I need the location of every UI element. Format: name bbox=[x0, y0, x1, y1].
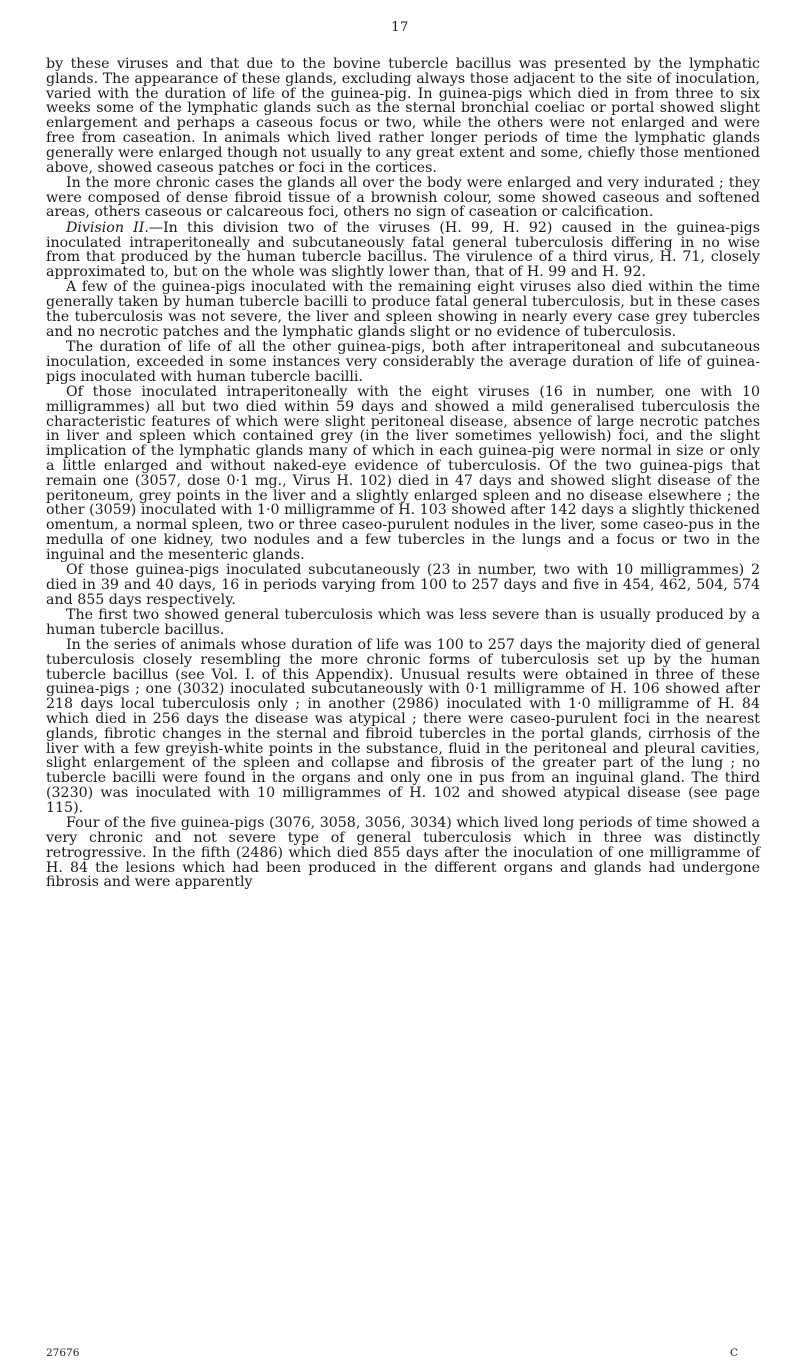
paragraph-series-100-257: In the series of animals whose duration of life was 100 to 257 days the majority died of general tuberculosis closely resembling the more chronic forms of tuberculosis set up by the human tubercle bacillus (see Vol. I. of this Appendix). Unusual results were obtained in three of these guinea-pigs ; one (3032) inoculated subcutaneously with 0·1 milligramme of H. 106 showed after 218 days local tuberculosis only ; in another (2986) inoculated with 1·0 milligramme of H. 84 which died in 256 days the disease was atypical ; there were caseo-purulent foci in the nearest glands, fibrotic changes in the sternal and fibroid tubercles in the portal glands, cirrhosis of the liver with a few greyish-white points in the substance, fluid in the peritoneal and pleural cavities, slight enlargement of the spleen and collapse and fibrosis of the greater part of the lung ; no tubercle bacilli were found in the organs and only one in pus from an inguinal gland. The third (3230) was inoculated with 10 milligrammes of H. 102 and showed atypical disease (see page 115). bbox=[46, 637, 760, 816]
division-heading: Division II. bbox=[66, 219, 149, 236]
paragraph-intraperitoneal: Of those inoculated intraperitoneally with the eight viruses (16 in number, one with 10 milligrammes) all but two died within 59 days and showed a mild generalised tuberculosis the characteristic features of which were slight peritoneal disease, absence of large necrotic patches in liver and spleen which contained grey (in the liver sometimes yellowish) foci, and the slight implication of the lymphatic glands many of which in each guinea-pig were normal in size or only a little enlarged and without naked-eye evidence of tuberculosis. Of the two guinea-pigs that remain one (3057, dose 0·1 mg., Virus H. 102) died in 47 days and showed slight disease of the peritoneum, grey points in the liver and a slightly enlarged spleen and no disease elsewhere ; the other (3059) inoculated with 1·0 milligramme of H. 103 showed after 142 days a slightly thickened omentum, a normal spleen, two or three caseo-purulent nodules in the liver, some caseo-pus in the medulla of one kidney, two nodules and a few tubercles in the lungs and a focus or two in the inguinal and the mesenteric glands. bbox=[46, 384, 760, 563]
page-footer bbox=[46, 1347, 738, 1359]
paragraph-duration-of-life: The duration of life of all the other guinea-pigs, both after intraperitoneal and subcutaneous inoculation, exceeded in some instances very considerably the average duration of life of guinea-pigs inoculated with human tubercle bacilli. bbox=[46, 339, 760, 385]
paragraph-glands-appearance: by these viruses and that due to the bovine tubercle bacillus was presented by the lymphatic glands. The appearance of these glands, excluding always those adjacent to the site of inoculation, varied with the duration of life of the guinea-pig. In guinea-pigs which died in from three to six weeks some of the lymphatic glands such as the sternal bronchial coeliac or portal showed slight enlargement and perhaps a caseous focus or two, while the others were not enlarged and were free from caseation. In animals which lived rather longer periods of time the lymphatic glands generally were enlarged though not usually to any great extent and some, chiefly those mentioned above, showed caseous patches or foci in the cortices. bbox=[46, 56, 760, 176]
footer-signature-letter: C bbox=[729, 1347, 738, 1359]
paragraph-chronic-cases: In the more chronic cases the glands all over the body were enlarged and very indurated ; they were composed of dense fibroid tissue of a brownish colour, some showed caseous and softened areas, others caseous or calcareous foci, others no sign of caseation or calcification. bbox=[46, 174, 760, 221]
paragraph-long-lived: Four of the five guinea-pigs (3076, 3058, 3056, 3034) which lived long periods of time showed a very chronic and not severe type of general tuberculosis which in three was distinctly retrogressive. In the fifth (2486) which died 855 days after the inoculation of one milligramme of H. 84 the lesions which had been produced in the different organs and glands had undergone fibrosis and were apparently bbox=[46, 815, 760, 891]
paragraph-division-ii bbox=[46, 221, 760, 280]
division-ii-text: —In this division two of the viruses (H. 99, H. 92) caused in the guinea-pigs inoculated intraperitoneally and subcutaneously fatal general tuberculosis differing in no wise from that produced by the human tubercle bacillus. The virulence of a third virus, H. 71, closely approximated to, but on the whole was slightly lower than, that of H. 99 and H. 92. bbox=[46, 219, 760, 281]
footer-signature-number: 27676 bbox=[46, 1347, 80, 1359]
paragraph-subcutaneous: Of those guinea-pigs inoculated subcutaneously (23 in number, two with 10 milligrammes) 2 died in 39 and 40 days, 16 in periods varying from 100 to 257 days and five in 454, 462, 504, 574 and 855 days respectively. bbox=[46, 562, 760, 608]
page-number: 17 bbox=[391, 20, 409, 35]
paragraph-remaining-viruses: A few of the guinea-pigs inoculated with the remaining eight viruses also died within the time generally taken by human tubercle bacilli to produce fatal general tuberculosis, but in these cases the tuberculosis was not severe, the liver and spleen showing in nearly every case grey tubercles and no necrotic patches and the lymphatic glands slight or no evidence of tuberculosis. bbox=[46, 279, 760, 340]
paragraph-first-two: The first two showed general tuberculosis which was less severe than is usually produced by a human tubercle bacillus. bbox=[46, 606, 760, 638]
body-text bbox=[46, 57, 760, 891]
